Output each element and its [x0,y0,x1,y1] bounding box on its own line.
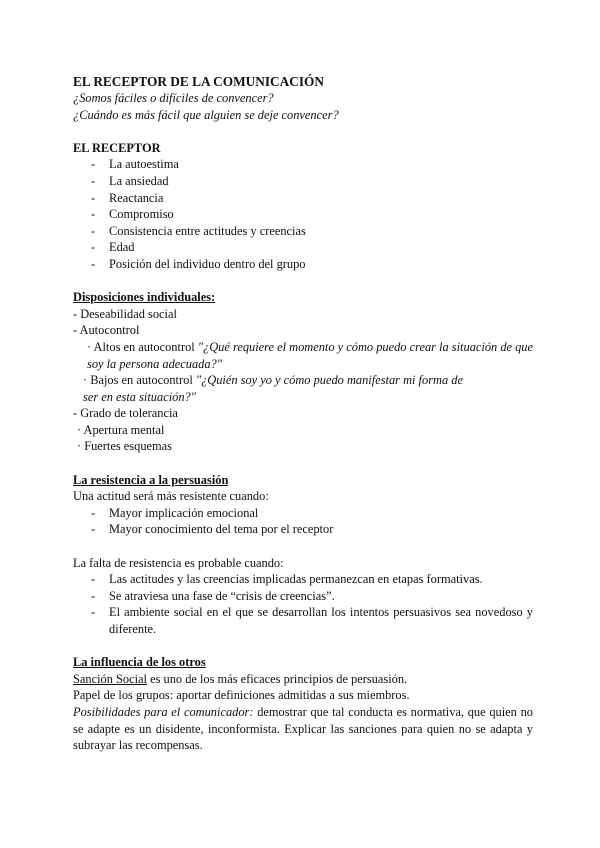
altos-lead: · Altos en autocontrol [87,339,198,354]
sancion-rest: es uno de los más eficaces principios de persuasión. [147,671,408,686]
bajos-lead: · Bajos en autocontrol [83,373,196,388]
posibilidades-label: Posibilidades para el comunicador: [73,704,254,719]
list-item: - La ansiedad [73,173,533,190]
list-item: - Mayor implicación emocional [73,505,533,522]
sancion-paragraph [73,671,533,688]
posibilidades-paragraph [73,704,533,754]
question-1: ¿Somos fáciles o difíciles de convencer? [73,91,274,105]
bajos-quote: "¿Quién soy yo y cómo puedo manifestar mi forma de ser en esta situación?" [83,373,463,404]
tolerancia-item: - Grado de tolerancia [73,406,178,421]
posibilidades-text: demostrar que tal conducta es normativa, que quien no se adapte es un disidente, inconformista. Explicar las sanciones para quien no se adapta y subrayar las recompensas. [73,704,533,753]
influencia-heading: La influencia de los otros [73,655,206,670]
resistencia-heading: La resistencia a la persuasión [73,472,229,487]
list-item: - La autoestima [73,156,533,173]
list-item: - Las actitudes y las creencias implicadas permanezcan en etapas formativas. [73,571,533,588]
list-item: - El ambiente social en el que se desarrollan los intentos persuasivos sea novedoso y diferente. [73,604,533,637]
disposiciones-heading: Disposiciones individuales: [73,290,216,305]
receptor-list [73,156,533,272]
sancion-term: Sanción Social [73,671,147,686]
falta-list [73,571,533,637]
papel-paragraph: Papel de los grupos: aportar definiciones admitidas a sus miembros. [73,688,410,703]
list-item: - Edad [73,239,533,256]
question-2: ¿Cuándo es más fácil que alguien se deje convencer? [73,107,339,122]
list-item: - Reactancia [73,190,533,207]
apertura-item: · Apertura mental [77,422,165,437]
list-item: - Consistencia entre actitudes y creencias [73,223,533,240]
autocontrol-item: - Autocontrol [73,323,140,338]
deseabilidad-item: - Deseabilidad social [73,306,177,321]
esquemas-item: · Fuertes esquemas [77,439,172,454]
bajos-autocontrol [73,372,533,405]
receptor-heading: EL RECEPTOR [73,140,161,155]
document-body [73,73,533,754]
list-item: - Compromiso [73,206,533,223]
altos-quote: "¿Qué requiere el momento y cómo puedo crear la situación de que soy la persona adecuada?" [87,339,533,371]
list-item: - Se atraviesa una fase de “crisis de creencias”. [73,588,533,605]
altos-autocontrol [73,339,533,372]
resistencia-intro: Una actitud será más resistente cuando: [73,489,269,504]
falta-intro: La falta de resistencia es probable cuando: [73,555,284,570]
resistencia-list [73,505,533,538]
list-item: - Posición del individuo dentro del grupo [73,256,533,273]
list-item: - Mayor conocimiento del tema por el receptor [73,521,533,538]
page-title: EL RECEPTOR DE LA COMUNICACIÓN [73,74,324,89]
